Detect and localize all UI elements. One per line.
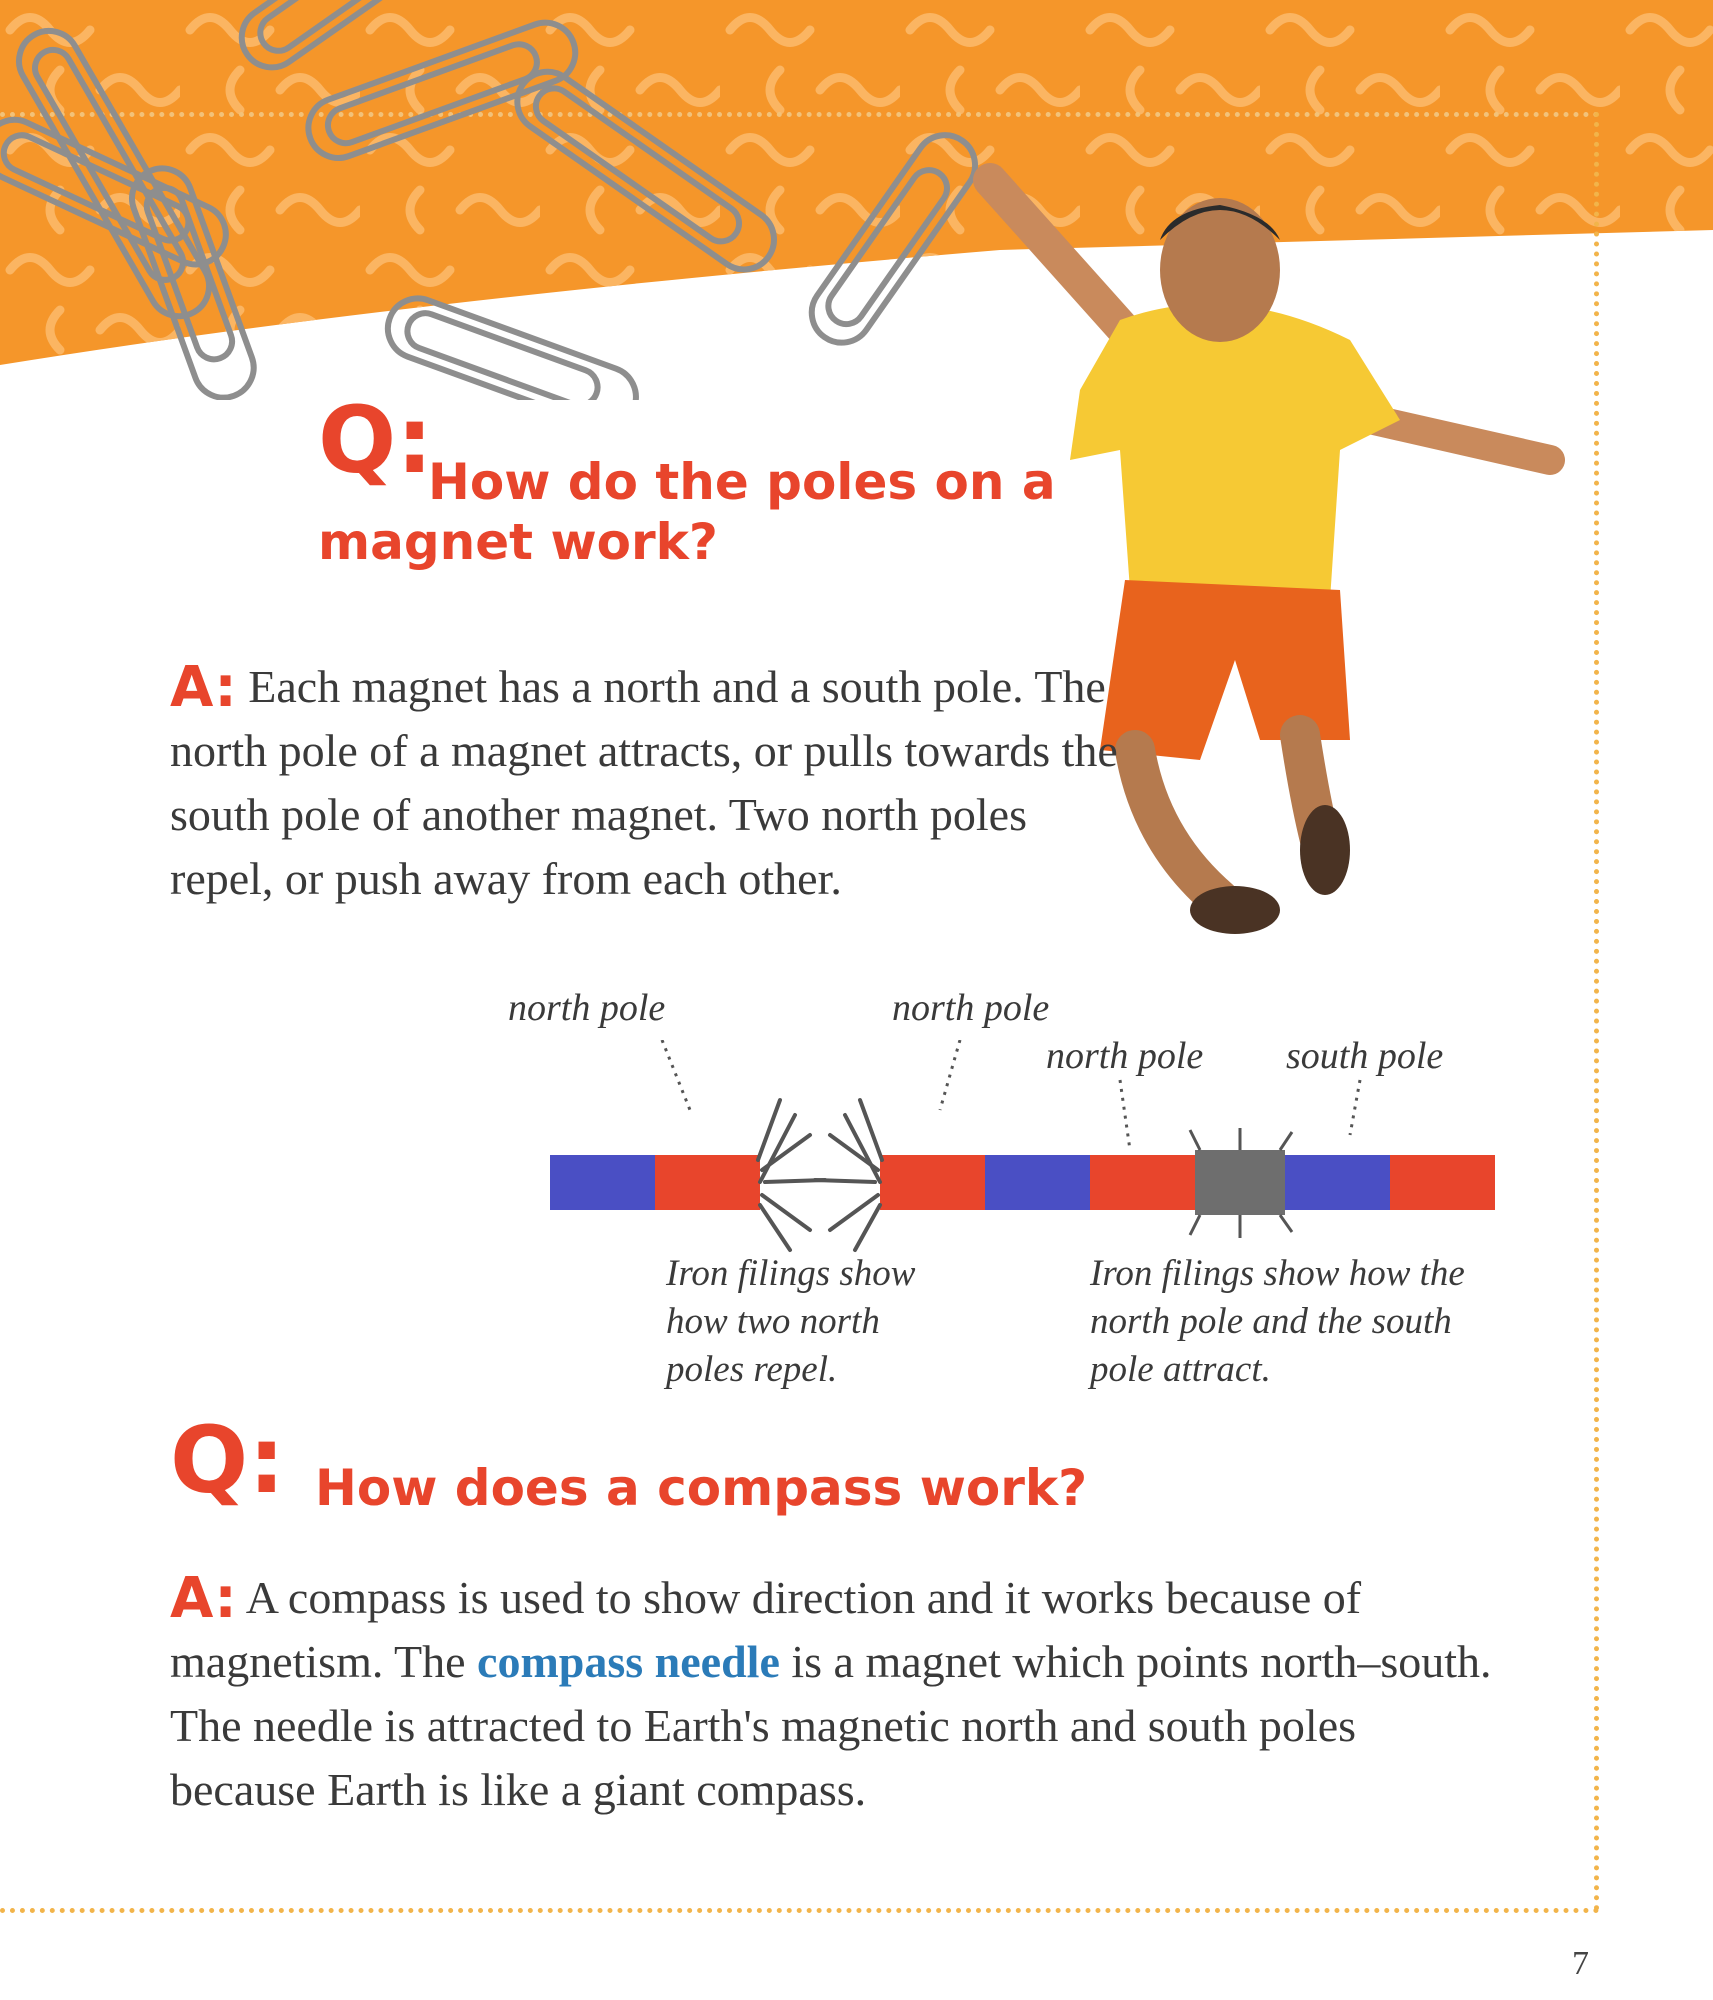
dotted-border-bottom [0, 1908, 1600, 1913]
answer-text-2-end: is a magnet which points north–south. The needle is attracted to Earth's magnetic north and south poles because Earth is like a giant compass. [170, 1636, 1492, 1815]
caption-attract: Iron filings show how the north pole and the south pole attract. [1090, 1253, 1465, 1390]
question-mark-2: Q: [170, 1407, 285, 1514]
label-north-pole-middle: north pole [892, 987, 1050, 1029]
question-heading-2: How does a compass work? [315, 1459, 1088, 1517]
paper-clips-image [0, 0, 1050, 400]
label-north-pole-right: north pole [1046, 1035, 1204, 1077]
caption-repel: Iron filings show how two north poles repel. [666, 1253, 916, 1390]
answer-paragraph-1 [170, 655, 1130, 911]
magnet-middle-south [985, 1155, 1090, 1210]
magnet-right1-north [1090, 1155, 1195, 1210]
answer-paragraph-2 [170, 1566, 1510, 1822]
magnet-left-north [655, 1155, 760, 1210]
magnet-middle-north [880, 1155, 985, 1210]
page-number: 7 [1572, 1945, 1589, 1982]
bar-magnets-diagram [540, 1040, 1520, 1260]
magnet-right2-north [1390, 1155, 1495, 1210]
magnet-left-south [550, 1155, 655, 1210]
question-heading-1: How do the poles on a magnet work? [318, 453, 1056, 571]
answer-text-1: Each magnet has a north and a south pole. The north pole of a magnet attracts, or pulls towards the south pole of another magnet. Two north poles repel, or push away from each other. [170, 661, 1118, 904]
magnet-right2-south [1285, 1155, 1390, 1210]
answer-mark-2: A: [170, 1566, 237, 1631]
answer-text-2-start: A compass is used to show direction and it works because of magnetism. The [170, 1572, 1362, 1687]
answer-mark-1: A: [170, 655, 237, 720]
question-mark-1: Q: [318, 387, 433, 494]
label-north-pole-left: north pole [508, 987, 666, 1029]
label-south-pole: south pole [1286, 1035, 1444, 1077]
dotted-border-right [1594, 112, 1599, 1912]
compass-needle-term: compass needle [477, 1636, 780, 1687]
